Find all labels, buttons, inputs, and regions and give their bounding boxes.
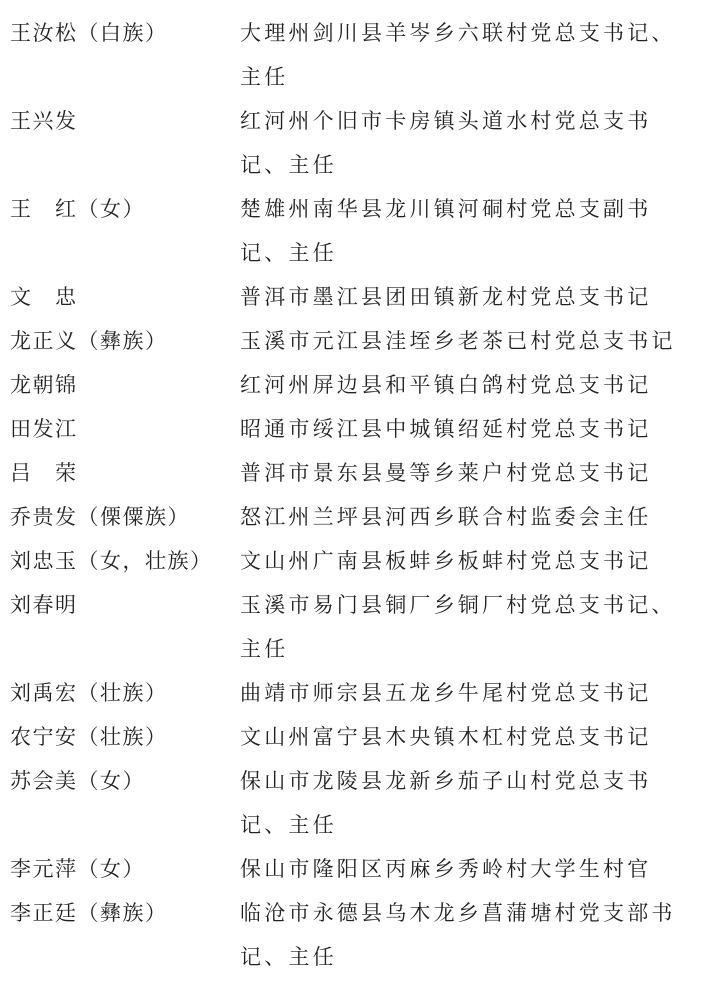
person-name: 李正廷（彝族） — [10, 901, 168, 925]
person-name: 刘春明 — [10, 593, 78, 617]
person-title: 楚雄州南华县龙川镇河硐村党总支副书记、主任 — [240, 197, 652, 265]
list-item — [0, 539, 720, 583]
person-title: 文山州富宁县木央镇木杠村党总支书记 — [240, 725, 652, 749]
person-name: 王 红（女） — [10, 197, 145, 221]
list-item — [0, 187, 720, 275]
person-name: 龙正义（彝族） — [10, 329, 168, 353]
person-name: 李元萍（女） — [10, 857, 145, 881]
list-item — [0, 319, 720, 363]
list-item — [0, 363, 720, 407]
list-item — [0, 847, 720, 891]
person-name: 农宁安（壮族） — [10, 725, 168, 749]
person-name: 乔贵发（傈僳族） — [10, 505, 190, 529]
person-title: 普洱市墨江县团田镇新龙村党总支书记 — [240, 285, 652, 309]
person-name: 田发江 — [10, 417, 78, 441]
list-item — [0, 759, 720, 847]
person-title: 昭通市绥江县中城镇绍延村党总支书记 — [240, 417, 652, 441]
person-name: 苏会美（女） — [10, 769, 145, 793]
person-name: 王兴发 — [10, 109, 78, 133]
person-title: 文山州广南县板蚌乡板蚌村党总支书记 — [240, 549, 652, 573]
person-name: 刘忠玉（女，壮族） — [10, 549, 213, 573]
list-item — [0, 891, 720, 979]
list-item — [0, 495, 720, 539]
list-item — [0, 671, 720, 715]
person-title: 临沧市永德县乌木龙乡菖蒲塘村党支部书记、主任 — [240, 901, 676, 969]
person-title: 怒江州兰坪县河西乡联合村监委会主任 — [240, 505, 652, 529]
person-name: 文 忠 — [10, 285, 78, 309]
list-item — [0, 99, 720, 187]
list-item — [0, 583, 720, 671]
person-title: 红河州屏边县和平镇白鸽村党总支书记 — [240, 373, 652, 397]
list-item — [0, 275, 720, 319]
honoree-list — [0, 11, 720, 979]
person-title: 大理州剑川县羊岑乡六联村党总支书记、主任 — [240, 21, 676, 89]
person-title: 保山市龙陵县龙新乡茄子山村党总支书记、主任 — [240, 769, 652, 837]
person-name: 刘禹宏（壮族） — [10, 681, 168, 705]
person-title: 普洱市景东县曼等乡莱户村党总支书记 — [240, 461, 652, 485]
person-title: 曲靖市师宗县五龙乡牛尾村党总支书记 — [240, 681, 652, 705]
list-item — [0, 407, 720, 451]
person-title: 保山市隆阳区丙麻乡秀岭村大学生村官 — [240, 857, 652, 881]
list-item — [0, 715, 720, 759]
list-item — [0, 11, 720, 99]
person-title: 玉溪市易门县铜厂乡铜厂村党总支书记、主任 — [240, 593, 676, 661]
person-title: 玉溪市元江县洼垤乡老茶已村党总支书记 — [240, 329, 676, 353]
person-name: 王汝松（白族） — [10, 21, 168, 45]
person-name: 龙朝锦 — [10, 373, 78, 397]
person-name: 吕 荣 — [10, 461, 78, 485]
list-item — [0, 451, 720, 495]
person-title: 红河州个旧市卡房镇头道水村党总支书记、主任 — [240, 109, 652, 177]
